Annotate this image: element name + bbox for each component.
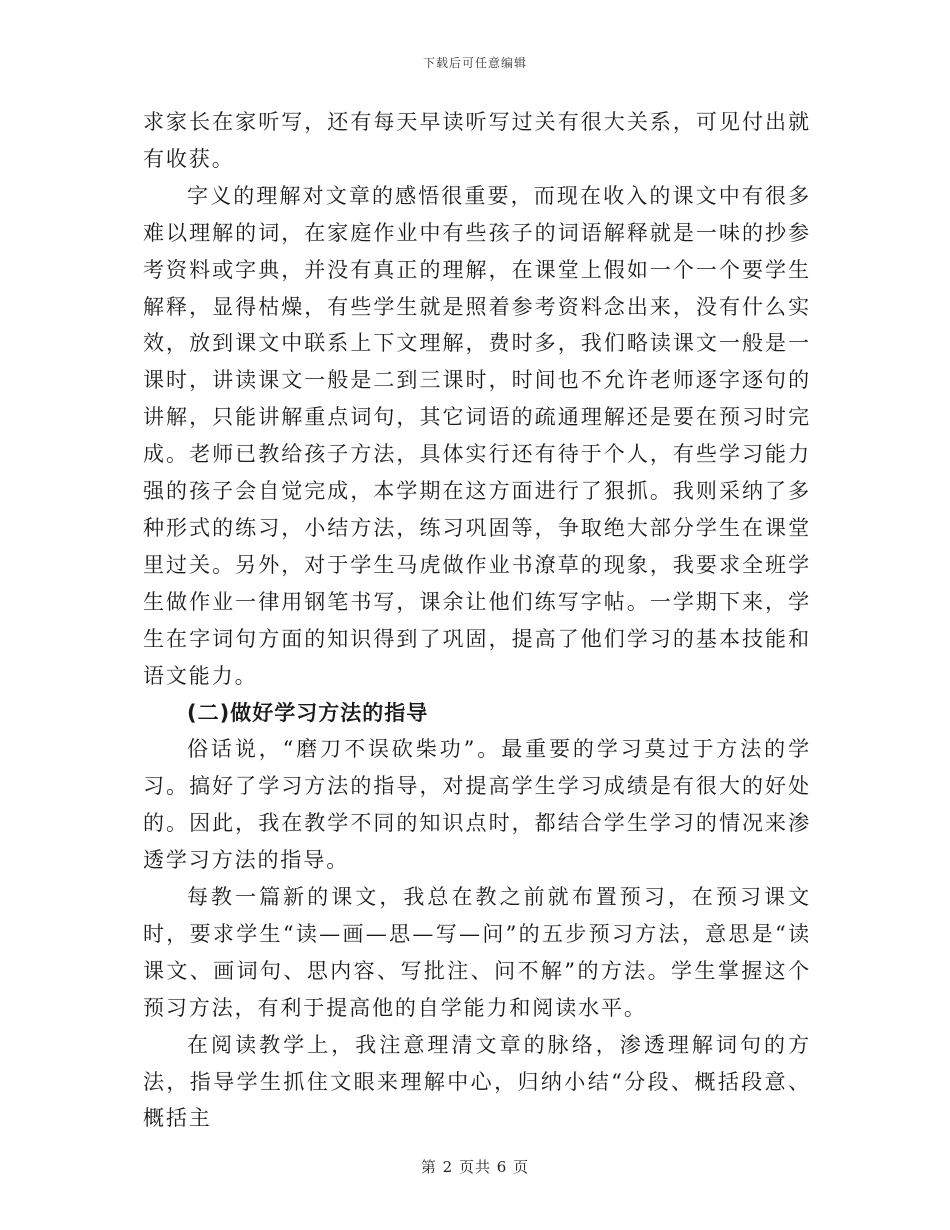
section-heading: (二)做好学习方法的指导 [187, 700, 429, 725]
page-number: 第 2 页共 6 页 [420, 1158, 530, 1176]
paragraph-reading-teaching: 在阅读教学上，我注意理清文章的脉络，渗透理解词句的方法，指导学生抓住文眼来理解中心，归纳小结“分段、概括段意、概括主 [143, 1032, 811, 1131]
paragraph-study-method: 俗话说，“磨刀不误砍柴功”。最重要的学习莫过于方法的学习。搞好了学习方法的指导，对提高学生学习成绩是有很大的好处的。因此，我在教学不同的知识点时，都结合学生学习的情况来渗透学习方法的指导。 [143, 737, 811, 873]
page-header: 下载后可任意编辑 [422, 56, 527, 70]
paragraph-word-meaning: 字义的理解对文章的感悟很重要，而现在收入的课文中有很多难以理解的词，在家庭作业中有些孩子的词语解释就是一味的抄参考资料或字典，并没有真正的理解，在课堂上假如一个一个要学生解释，显得枯燥，有些学生就是照着参考资料念出来，没有什么实效，放到课文中联系上下文理解，费时多，我们略读课文一般是一课时，讲读课文一般是二到三课时，时间也不允许老师逐字逐句的讲解，只能讲解重点词句，其它词语的疏通理解还是要在预习时完成。老师已教给孩子方法，具体实行还有待于个人，有些学习能力强的孩子会自觉完成，本学期在这方面进行了狠抓。我则采纳了多种形式的练习，小结方法，练习巩固等，争取绝大部分学生在课堂里过关。另外，对于学生马虎做作业书潦草的现象，我要求全班学生做作业一律用钢笔书写，课余让他们练写字帖。一学期下来，学生在字词句方面的知识得到了巩固，提高了他们学习的基本技能和语文能力。 [143, 183, 811, 688]
paragraph-continued: 求家长在家听写，还有每天早读听写过关有很大关系，可见付出就有收获。 [143, 110, 811, 171]
document-body [143, 104, 811, 1137]
paragraph-preview-method: 每教一篇新的课文，我总在教之前就布置预习，在预习课文时，要求学生“读—画—思—写—问”的五步预习方法，意思是“读课文、画词句、思内容、写批注、问不解”的方法。学生掌握这个预习方法，有利于提高他的自学能力和阅读水平。 [143, 885, 811, 1020]
